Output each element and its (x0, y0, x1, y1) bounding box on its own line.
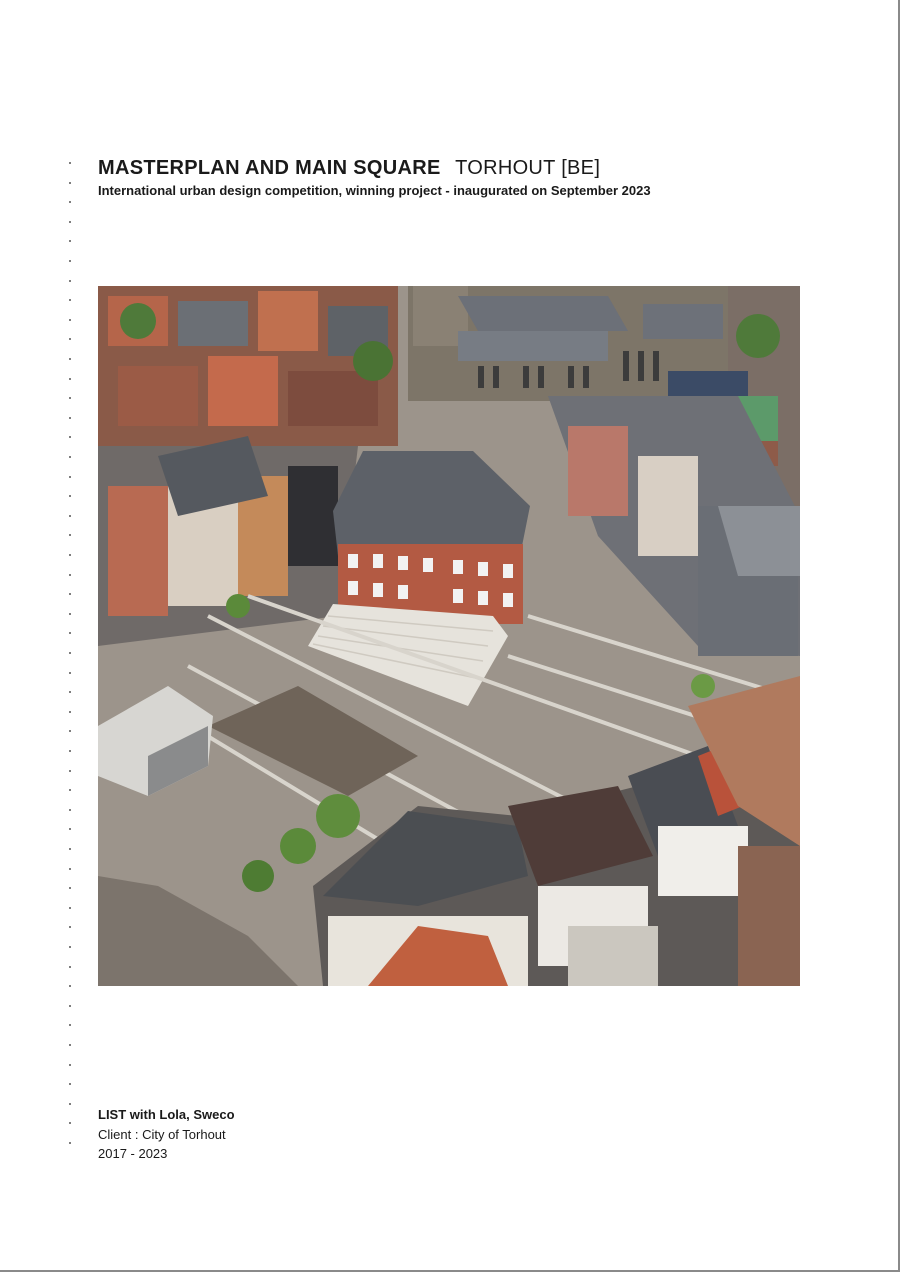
margin-dot (69, 574, 71, 576)
margin-dot (69, 1044, 71, 1046)
margin-dot (69, 1122, 71, 1124)
aerial-photo (98, 286, 800, 986)
margin-dot (69, 260, 71, 262)
margin-dot (69, 730, 71, 732)
margin-dot (69, 946, 71, 948)
margin-dot (69, 1103, 71, 1105)
margin-dot (69, 515, 71, 517)
margin-dot (69, 358, 71, 360)
title-row (98, 157, 600, 180)
margin-dot (69, 1064, 71, 1066)
page-title: MASTERPLAN AND MAIN SQUARE (98, 157, 441, 179)
margin-dot (69, 613, 71, 615)
margin-dot (69, 378, 71, 380)
margin-dot (69, 672, 71, 674)
margin-dot (69, 456, 71, 458)
margin-dot (69, 632, 71, 634)
margin-dot (69, 907, 71, 909)
margin-dot (69, 534, 71, 536)
margin-dot (69, 770, 71, 772)
margin-dot (69, 397, 71, 399)
margin-dot (69, 848, 71, 850)
margin-dot (69, 809, 71, 811)
margin-dot (69, 789, 71, 791)
margin-dot (69, 1083, 71, 1085)
margin-dot (69, 240, 71, 242)
margin-dot (69, 319, 71, 321)
margin-dot (69, 162, 71, 164)
margin-dot (69, 182, 71, 184)
margin-dot (69, 1005, 71, 1007)
margin-dot (69, 417, 71, 419)
margin-dot (69, 1142, 71, 1144)
margin-dot (69, 436, 71, 438)
margin-dot (69, 966, 71, 968)
margin-dot (69, 887, 71, 889)
margin-dot (69, 691, 71, 693)
margin-dot (69, 711, 71, 713)
margin-dot (69, 828, 71, 830)
project-location: TORHOUT [BE] (455, 157, 601, 179)
margin-dot (69, 926, 71, 928)
margin-dot (69, 985, 71, 987)
project-years: 2017 - 2023 (98, 1146, 168, 1161)
client-line: Client : City of Torhout (98, 1126, 226, 1142)
margin-dot (69, 593, 71, 595)
margin-dot (69, 868, 71, 870)
margin-dot (69, 652, 71, 654)
margin-dot (69, 201, 71, 203)
margin-dot (69, 554, 71, 556)
margin-dot (69, 1024, 71, 1026)
design-team: LIST with Lola, Sweco (98, 1107, 235, 1122)
margin-dot (69, 495, 71, 497)
margin-dot (69, 299, 71, 301)
margin-dot (69, 338, 71, 340)
margin-dot (69, 280, 71, 282)
margin-dot (69, 476, 71, 478)
margin-dot (69, 221, 71, 223)
credits (98, 1105, 235, 1164)
page-subtitle: International urban design competition, winning project - inaugurated on September 2023 (98, 183, 651, 198)
margin-dot (69, 750, 71, 752)
